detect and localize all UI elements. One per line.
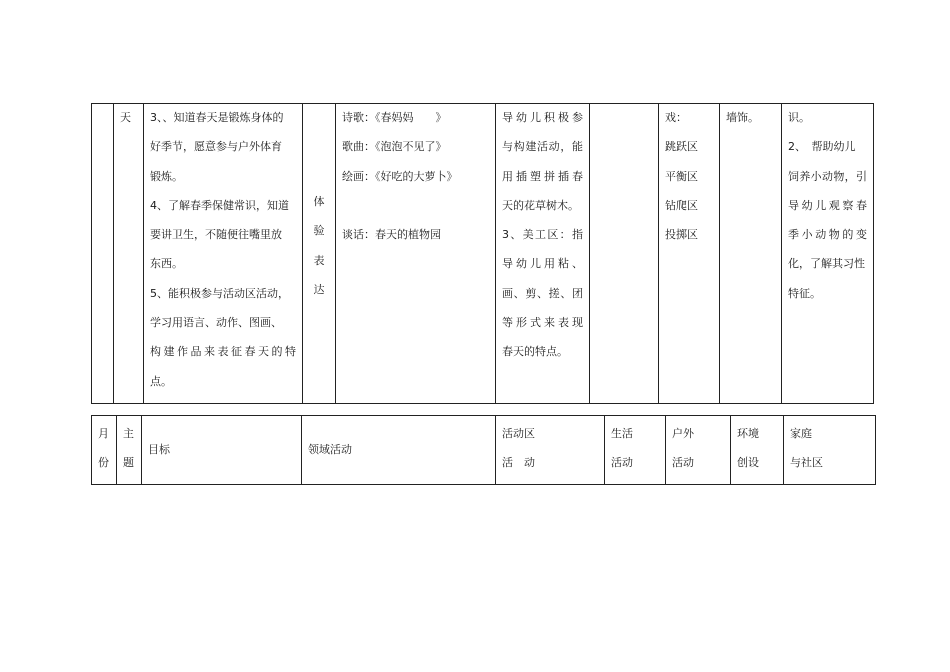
family-community-cell bbox=[782, 104, 874, 404]
header-text: 活动 bbox=[672, 456, 694, 469]
header-text: 环境 bbox=[737, 427, 759, 440]
goal-line: 5、能积极参与活动区活动， bbox=[150, 286, 289, 300]
header-text: 家庭 bbox=[790, 427, 812, 440]
header-text: 领域活动 bbox=[308, 443, 352, 456]
domain-char: 达 bbox=[313, 282, 325, 296]
area-line: 导幼儿用粘、 bbox=[502, 257, 583, 271]
header-domain bbox=[302, 416, 496, 485]
environment-line: 墙饰。 bbox=[726, 111, 759, 124]
header-text: 活动 bbox=[611, 456, 633, 469]
goal-line: 点。 bbox=[150, 374, 172, 388]
family-line: 识。 bbox=[788, 111, 810, 124]
area-line: 春天的特点。 bbox=[502, 345, 568, 359]
goal-line: 东西。 bbox=[150, 257, 183, 271]
header-text: 户外 bbox=[672, 427, 694, 440]
outdoor-line: 跳跃区 bbox=[665, 140, 698, 154]
goal-line: 3、、知道春天是锻炼身体的 bbox=[150, 111, 284, 124]
outdoor-line: 钻爬区 bbox=[665, 198, 698, 212]
family-line: 导幼儿观察春 bbox=[788, 198, 867, 212]
family-line: 季小动物的变 bbox=[788, 228, 867, 242]
header-text: 月 bbox=[98, 427, 109, 440]
outdoor-activity-cell bbox=[659, 104, 720, 404]
goal-line: 锻炼。 bbox=[150, 169, 183, 183]
plan-table-header bbox=[91, 415, 876, 485]
header-area bbox=[496, 416, 605, 485]
goals-cell bbox=[144, 104, 303, 404]
header-goal bbox=[142, 416, 302, 485]
outdoor-line: 平衡区 bbox=[665, 169, 698, 183]
outdoor-line: 投掷区 bbox=[665, 228, 698, 242]
header-text: 创设 bbox=[737, 456, 759, 469]
environment-cell bbox=[720, 104, 782, 404]
family-line: 化，了解其习性 bbox=[788, 257, 865, 271]
life-activity-cell bbox=[590, 104, 659, 404]
theme-text: 天 bbox=[120, 111, 131, 124]
area-line: 等形式来表现 bbox=[502, 316, 583, 330]
header-text: 生活 bbox=[611, 427, 633, 440]
domain-char: 体 bbox=[313, 195, 325, 208]
header-environment bbox=[731, 416, 784, 485]
header-text: 份 bbox=[98, 456, 109, 469]
goal-line: 要讲卫生，不随便往嘴里放 bbox=[150, 228, 282, 242]
area-line: 3、美工区：指 bbox=[502, 228, 583, 242]
plan-table-continued bbox=[91, 103, 874, 404]
goal-line: 4、了解春季保健常识，知道 bbox=[150, 198, 289, 212]
header-month bbox=[92, 416, 117, 485]
header-text: 与社区 bbox=[790, 456, 823, 469]
area-line: 天的花草树木。 bbox=[502, 198, 579, 212]
area-line: 导幼儿积极参 bbox=[502, 111, 583, 124]
domain-char: 验 bbox=[313, 224, 325, 238]
area-line: 画、剪、搓、团 bbox=[502, 286, 583, 300]
activity-line: 歌曲：《泡泡不见了》 bbox=[342, 140, 447, 154]
area-line: 用插塑拼插春 bbox=[502, 169, 583, 183]
domain-char: 表 bbox=[313, 253, 325, 267]
activity-line bbox=[342, 198, 495, 227]
family-line: 2、 帮助幼儿 bbox=[788, 140, 856, 154]
activity-line: 诗歌：《春妈妈 》 bbox=[342, 111, 447, 124]
header-family bbox=[784, 416, 876, 485]
header-theme bbox=[117, 416, 142, 485]
month-cell bbox=[92, 104, 114, 404]
activity-line: 绘画：《好吃的大萝卜》 bbox=[342, 169, 458, 183]
goal-line: 构建作品来表征春天的特 bbox=[150, 345, 296, 359]
header-life bbox=[605, 416, 666, 485]
header-row bbox=[92, 416, 876, 485]
family-line: 特征。 bbox=[788, 286, 821, 300]
activity-area-cell bbox=[496, 104, 590, 404]
theme-cell bbox=[114, 104, 144, 404]
header-text: 主 bbox=[123, 427, 134, 440]
domain-category-cell bbox=[303, 104, 336, 404]
header-outdoor bbox=[666, 416, 731, 485]
header-text: 活动区 bbox=[502, 427, 535, 440]
header-text: 题 bbox=[123, 456, 134, 469]
family-line: 饲养小动物，引 bbox=[788, 169, 867, 183]
goal-line: 好季节，愿意参与户外体育 bbox=[150, 140, 282, 154]
activity-line: 谈话：春天的植物园 bbox=[342, 228, 441, 242]
domain-activities-cell bbox=[336, 104, 496, 404]
goal-line: 学习用语言、动作、图画、 bbox=[150, 316, 282, 330]
table-row bbox=[92, 104, 874, 404]
header-text: 目标 bbox=[148, 443, 170, 456]
area-line: 与构建活动，能 bbox=[502, 140, 583, 154]
outdoor-line: 戏： bbox=[665, 111, 687, 124]
header-text: 活 动 bbox=[502, 456, 535, 469]
